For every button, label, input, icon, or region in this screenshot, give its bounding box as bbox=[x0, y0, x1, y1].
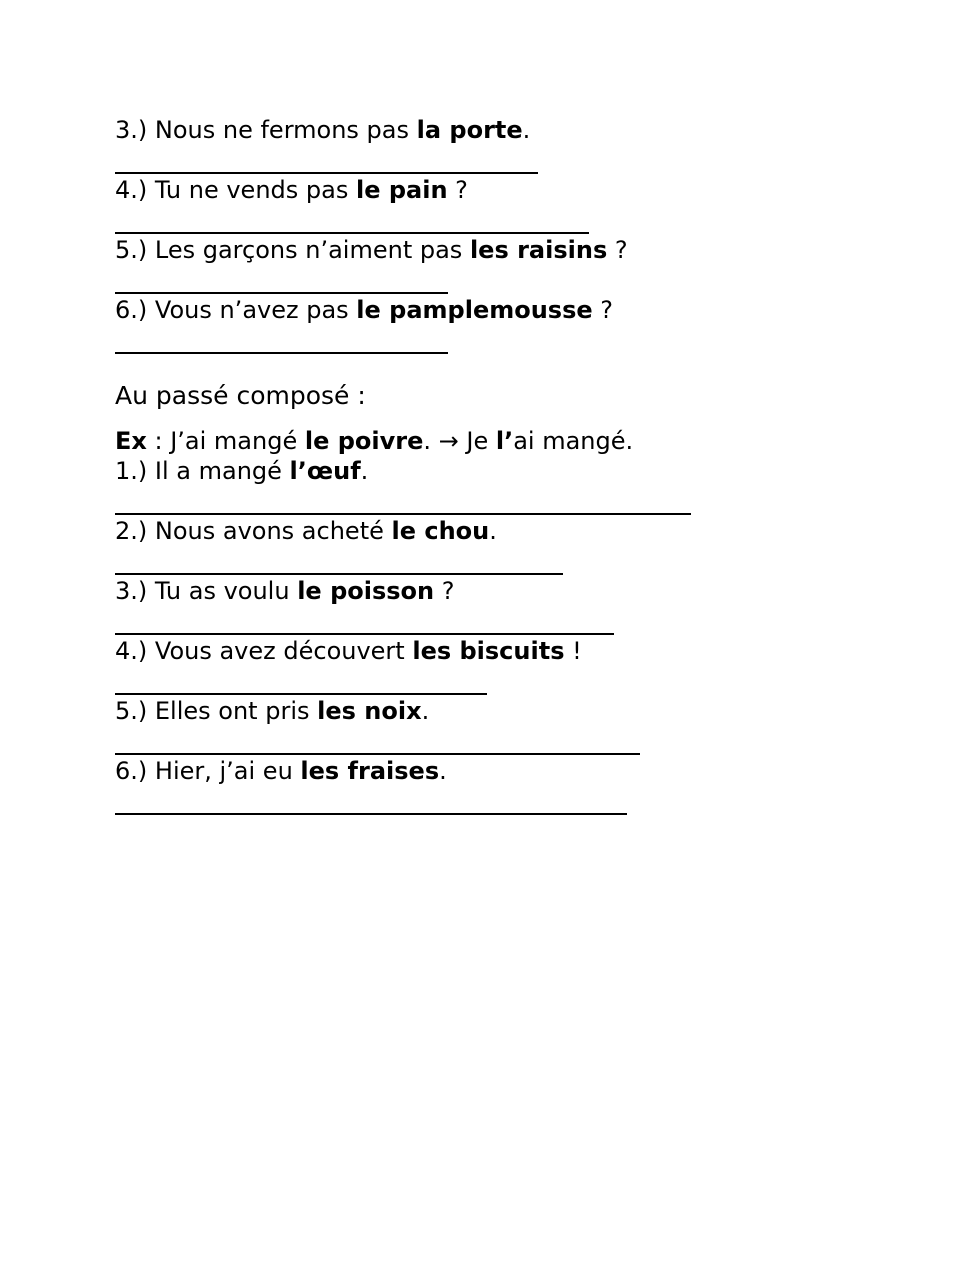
answer-line-1[interactable] bbox=[115, 513, 691, 515]
exercise-item-6 bbox=[115, 296, 613, 324]
item-text: Nous ne fermons pas bbox=[154, 116, 417, 144]
item-object: le pamplemousse bbox=[356, 296, 593, 324]
answer-line-6b[interactable] bbox=[115, 813, 627, 815]
item-object: le pain bbox=[355, 176, 448, 204]
item-object: les raisins bbox=[469, 236, 608, 264]
item-number: 3.) bbox=[115, 116, 155, 144]
item-number: 4.) bbox=[115, 637, 155, 665]
item-punctuation: . bbox=[522, 116, 531, 144]
item-number: 5.) bbox=[115, 697, 155, 725]
item-object: le poisson bbox=[297, 577, 435, 605]
item-object: la porte bbox=[416, 116, 523, 144]
answer-line-4[interactable] bbox=[115, 232, 589, 234]
item-text: Hier, j’ai eu bbox=[154, 757, 301, 785]
example-answer-text: ai mangé. bbox=[513, 427, 634, 455]
example-label: Ex bbox=[115, 427, 147, 455]
item-punctuation: . bbox=[439, 757, 447, 785]
answer-line-3[interactable] bbox=[115, 172, 538, 174]
item-punctuation: ? bbox=[434, 577, 455, 605]
item-text: Elles ont pris bbox=[154, 697, 318, 725]
item-text: Vous avez découvert bbox=[154, 637, 413, 665]
item-text: Les garçons n’aiment pas bbox=[154, 236, 470, 264]
exercise-item-3 bbox=[115, 116, 530, 144]
item-text: Tu ne vends pas bbox=[154, 176, 356, 204]
answer-line-4b[interactable] bbox=[115, 693, 487, 695]
exercise-item-4 bbox=[115, 176, 468, 204]
example-pronoun: l’ bbox=[495, 427, 514, 455]
item-text: Il a mangé bbox=[154, 457, 290, 485]
answer-line-2[interactable] bbox=[115, 573, 563, 575]
item-number: 3.) bbox=[115, 577, 155, 605]
item-number: 1.) bbox=[115, 457, 155, 485]
section-heading: Au passé composé : bbox=[115, 381, 366, 410]
item-text: Tu as voulu bbox=[154, 577, 298, 605]
example-arrow-text: . → Je bbox=[423, 427, 496, 455]
example-line bbox=[115, 427, 633, 455]
item-punctuation: ! bbox=[564, 637, 582, 665]
answer-line-3b[interactable] bbox=[115, 633, 614, 635]
answer-line-5[interactable] bbox=[115, 292, 448, 294]
answer-line-5b[interactable] bbox=[115, 753, 640, 755]
exercise-item-3b bbox=[115, 577, 454, 605]
exercise-item-5 bbox=[115, 236, 628, 264]
item-punctuation: ? bbox=[607, 236, 628, 264]
exercise-item-2 bbox=[115, 517, 497, 545]
item-object: les biscuits bbox=[412, 637, 565, 665]
item-text: Vous n’avez pas bbox=[154, 296, 357, 324]
exercise-item-5b bbox=[115, 697, 429, 725]
item-number: 5.) bbox=[115, 236, 155, 264]
item-object: l’œuf bbox=[289, 457, 361, 485]
item-text: Nous avons acheté bbox=[154, 517, 392, 545]
item-number: 6.) bbox=[115, 757, 155, 785]
example-text: : J’ai mangé bbox=[146, 427, 305, 455]
exercise-item-6b bbox=[115, 757, 447, 785]
item-punctuation: . bbox=[421, 697, 430, 725]
item-object: les noix bbox=[317, 697, 422, 725]
example-object: le poivre bbox=[304, 427, 424, 455]
item-number: 4.) bbox=[115, 176, 155, 204]
item-number: 6.) bbox=[115, 296, 155, 324]
item-number: 2.) bbox=[115, 517, 155, 545]
item-object: le chou bbox=[391, 517, 490, 545]
item-punctuation: . bbox=[489, 517, 497, 545]
item-punctuation: ? bbox=[592, 296, 614, 324]
item-punctuation: . bbox=[360, 457, 369, 485]
item-punctuation: ? bbox=[447, 176, 468, 204]
answer-line-6[interactable] bbox=[115, 352, 448, 354]
exercise-item-1 bbox=[115, 457, 368, 485]
exercise-item-4b bbox=[115, 637, 582, 665]
item-object: les fraises bbox=[300, 757, 440, 785]
